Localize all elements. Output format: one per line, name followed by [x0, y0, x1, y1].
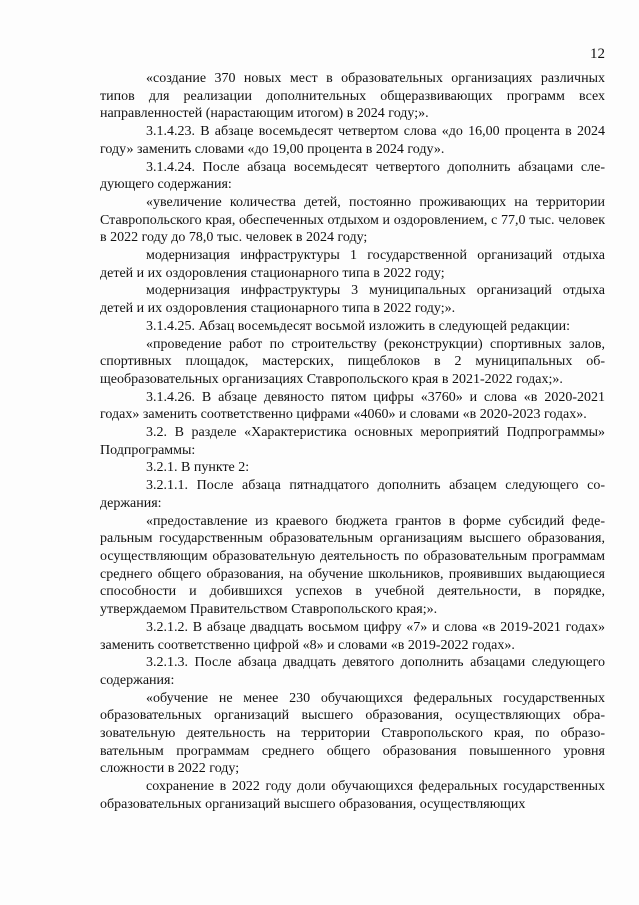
page-number: 12: [590, 46, 605, 62]
paragraph-3-2-1-3: 3.2.1.3. После абзаца двадцать девятого дополнить абзацами следующего содержания:: [100, 655, 605, 688]
paragraph-3-1-4-23: 3.1.4.23. В абзаце восемьдесят четвертом слова «до 16,00 процента в 2024 году» заменить словами «до 19,00 процента в 2024 году».: [100, 124, 605, 157]
paragraph-3-2-1-1: 3.2.1.1. После абзаца пятнадцатого дополнить абзацем следующего содержания:: [100, 478, 605, 511]
paragraph-state-org-modernization: модернизация инфраструктуры 1 государственной организаций отдыха детей и их оздоровления стационарного типа в 2022 году;: [100, 248, 605, 281]
paragraph-3-1-4-26: 3.1.4.26. В абзаце девяносто пятом цифры «3760» и слова «в 2020-2021 годах» заменить соответственно цифрами «4060» и словами «в 2020-2023 годах».: [100, 389, 605, 423]
paragraph-3-2-1-2: 3.2.1.2. В абзаце двадцать восьмом цифру «7» и слова «в 2019-2021 годах» заменить соответственно цифрой «8» и словами «в 2019-2022 годах».: [100, 619, 605, 653]
paragraph-new-places: «создание 370 новых мест в образовательных организациях различных типов для реализации дополнительных общеразвивающих программ всех направленностей (нарастающим итогом) в 2024 году;».: [100, 71, 605, 122]
paragraph-3-2-1: 3.2.1. В пункте 2:: [146, 460, 250, 476]
paragraph-grants: «предоставление из краевого бюджета грантов в форме субсидий федеральным государственным образовательным организациям высшего образования, осуществляющим образовательную деятельность по образовательным программам среднего общего образования, на обучение школьников, проявивших выдающиеся способности и добившихся успехов в учебной деятельности, в порядке, утверждаемом Правительством Ставропольского края;».: [100, 513, 605, 618]
paragraph-share-students: сохранение в 2022 году доли обучающихся федеральных государственных образовательных организаций высшего образования, осуществляющих: [100, 779, 605, 812]
paragraph-children-rest: «увеличение количества детей, постоянно проживающих на территории Ставропольского края, обеспеченных отдыхом и оздоровлением, с 77,0 тыс. человек в 2022 году до 78,0 тыс. человек в 2024 году;: [100, 194, 605, 246]
paragraph-3-1-4-24: 3.1.4.24. После абзаца восемьдесят четвертого дополнить абзацами следующего содержания:: [100, 159, 605, 193]
paragraph-3-1-4-25: 3.1.4.25. Абзац восемьдесят восьмой изложить в следующей редакции:: [146, 318, 571, 334]
document-body: [100, 70, 605, 814]
paragraph-3-2: 3.2. В разделе «Характеристика основных мероприятий Подпрограммы» Подпрограммы:: [100, 425, 605, 458]
paragraph-sports-construction: «проведение работ по строительству (реконструкции) спортивных залов, спортивных площадок, мастерских, пищеблоков в 2 муниципальных общеобразовательных организациях Ставропольского края в 2021-2022 годах;».: [100, 336, 605, 387]
paragraph-municipal-org-modernization: модернизация инфраструктуры 3 муниципальных организаций отдыха детей и их оздоровления стационарного типа в 2022 году;».: [100, 283, 605, 317]
paragraph-training-students: «обучение не менее 230 обучающихся федеральных государственных образовательных организаций высшего образования, осуществляющих образовательную деятельность на территории Ставропольского края, по образовательным программам среднего общего образования повышенного уровня сложности в 2022 году;: [100, 690, 605, 777]
